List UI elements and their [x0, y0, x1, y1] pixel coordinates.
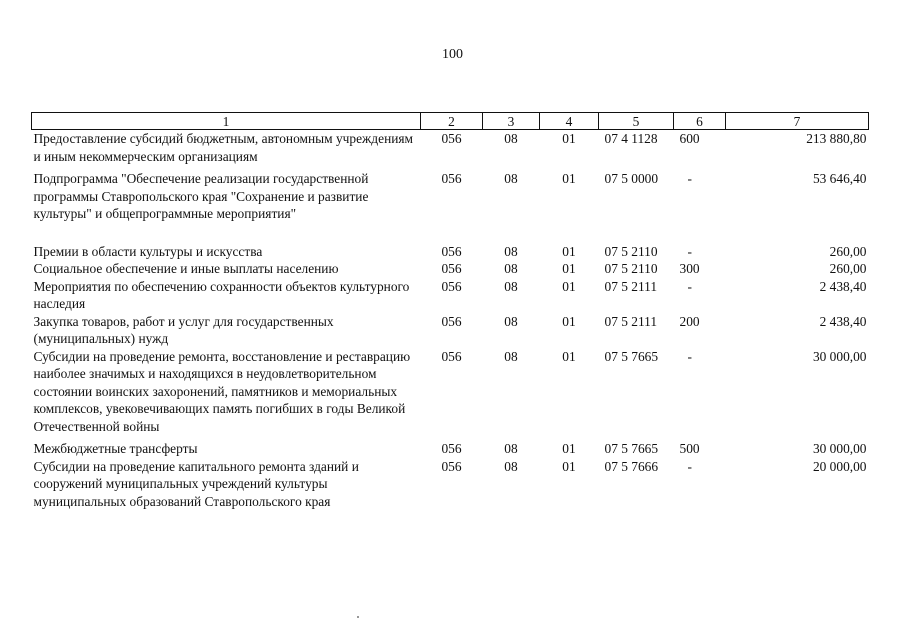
header-col-3: 3	[483, 113, 540, 130]
row-name: Закупка товаров, работ и услуг для государственных (муниципальных) нужд	[33, 313, 334, 346]
row-cs: 07 5 7666	[604, 458, 659, 474]
header-col-5: 5	[599, 113, 674, 130]
row-pr: 01	[562, 171, 576, 186]
header-col-4: 4	[540, 113, 599, 130]
row-name: Премии в области культуры и искусства	[33, 243, 263, 259]
row-pr: 01	[562, 278, 576, 294]
row-rz: 08	[504, 243, 518, 259]
header-col-1: 1	[32, 113, 421, 130]
row-vr: -	[687, 243, 692, 259]
table-row	[32, 313, 869, 348]
row-ved: 056	[441, 441, 462, 456]
row-vr: -	[687, 278, 692, 294]
row-name: Межбюджетные трансферты	[33, 441, 198, 456]
row-ved: 056	[441, 131, 462, 146]
row-ved: 056	[441, 278, 462, 294]
row-name: Субсидии на проведение ремонта, восстановление и реставрацию наиболее значимых и находящихся в неудовлетворительном состоянии воинских захоронений, памятников и мемориальных комплексов, увековечивающих память погибших в годы Великой Отечественной войны	[33, 348, 411, 434]
row-vr: 300	[679, 261, 700, 276]
row-pr: 01	[562, 441, 576, 456]
row-pr: 01	[562, 313, 576, 329]
row-cs: 07 5 7665	[604, 441, 659, 456]
row-cs: 07 5 2110	[604, 261, 658, 276]
row-cs: 07 5 2111	[604, 313, 658, 329]
table-row	[32, 458, 869, 511]
table-row	[32, 348, 869, 436]
row-pr: 01	[562, 243, 576, 259]
row-cs: 07 4 1128	[604, 131, 658, 146]
header-col-2: 2	[421, 113, 483, 130]
row-cs: 07 5 2111	[604, 278, 658, 294]
row-name: Субсидии на проведение капитального ремонта зданий и сооружений муниципальных учреждений культуры муниципальных образований Ставропольского края	[33, 458, 359, 509]
row-sum: 2 438,40	[819, 313, 867, 329]
row-cs: 07 5 2110	[604, 243, 658, 259]
row-sum: 30 000,00	[812, 348, 867, 364]
scan-speck	[357, 616, 359, 618]
row-vr: -	[687, 458, 692, 474]
row-vr: 500	[679, 441, 700, 456]
row-vr: 200	[679, 313, 700, 329]
page-number: 100	[442, 47, 463, 62]
row-cs: 07 5 0000	[604, 171, 659, 186]
row-rz: 08	[504, 313, 518, 329]
row-ved: 056	[441, 171, 462, 186]
table-header-row	[32, 113, 869, 130]
row-sum: 260,00	[829, 261, 867, 276]
budget-table	[31, 112, 869, 510]
table-row	[32, 440, 869, 458]
row-pr: 01	[562, 458, 576, 474]
row-pr: 01	[562, 131, 576, 146]
header-col-7: 7	[726, 113, 869, 130]
row-name: Мероприятия по обеспечению сохранности объектов культурного наследия	[33, 278, 410, 311]
row-vr: 600	[679, 131, 700, 146]
row-vr: -	[687, 171, 692, 186]
row-pr: 01	[562, 348, 576, 364]
row-sum: 213 880,80	[806, 131, 867, 146]
row-name: Подпрограмма "Обеспечение реализации государственной программы Ставропольского края "Сохранение и развитие культуры" и общепрограммные мероприятия"	[33, 171, 369, 221]
row-ved: 056	[441, 348, 462, 364]
row-ved: 056	[441, 243, 462, 259]
table-row	[32, 243, 869, 261]
row-name: Предоставление субсидий бюджетным, автономным учреждениям и иным некоммерческим организациям	[33, 131, 414, 164]
row-rz: 08	[504, 348, 518, 364]
row-ved: 056	[441, 458, 462, 474]
table-row	[32, 278, 869, 313]
row-sum: 20 000,00	[812, 458, 867, 474]
row-ved: 056	[441, 261, 462, 276]
row-vr: -	[687, 348, 692, 364]
row-pr: 01	[562, 261, 576, 276]
table-row	[32, 170, 869, 223]
row-sum: 30 000,00	[812, 441, 867, 456]
row-name: Социальное обеспечение и иные выплаты населению	[33, 261, 339, 276]
row-cs: 07 5 7665	[604, 348, 659, 364]
row-rz: 08	[504, 458, 518, 474]
row-rz: 08	[504, 278, 518, 294]
row-rz: 08	[504, 261, 518, 276]
row-sum: 260,00	[829, 243, 867, 259]
row-rz: 08	[504, 441, 518, 456]
row-sum: 53 646,40	[812, 171, 867, 186]
table-row	[32, 260, 869, 278]
table-row	[32, 130, 869, 166]
row-rz: 08	[504, 131, 518, 146]
row-rz: 08	[504, 171, 518, 186]
row-sum: 2 438,40	[819, 278, 867, 294]
row-ved: 056	[441, 313, 462, 329]
header-col-6: 6	[674, 113, 726, 130]
